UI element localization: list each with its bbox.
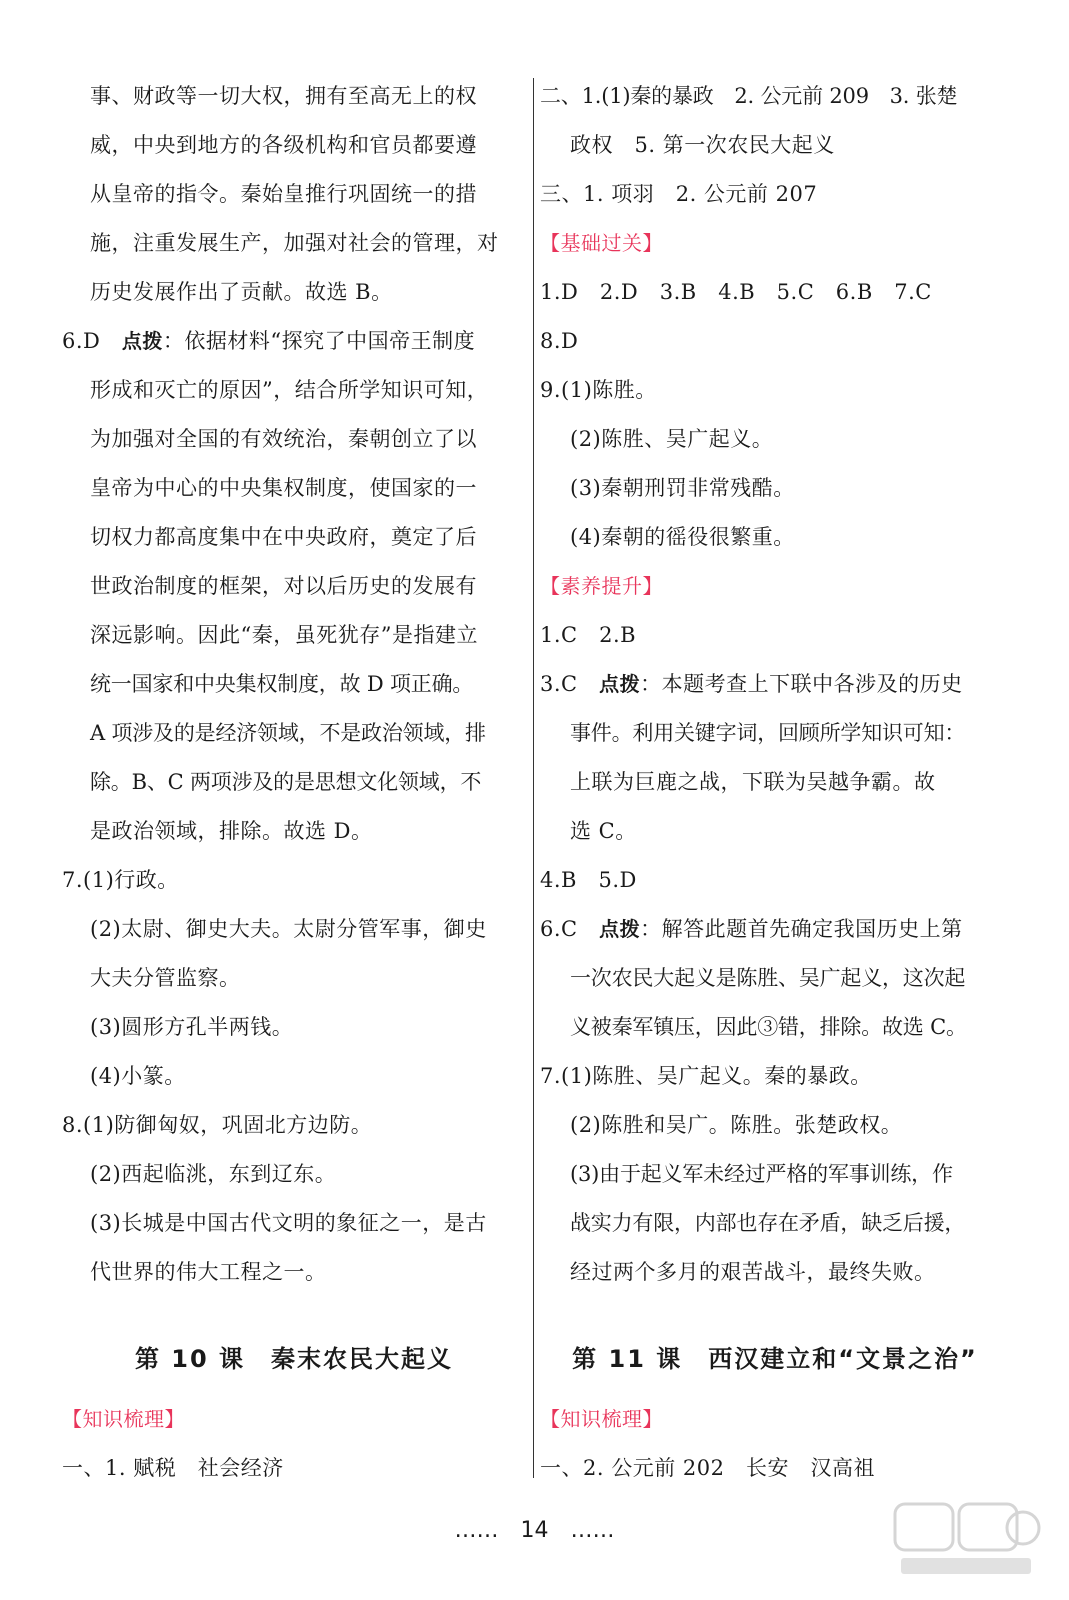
text-line: 事、财政等一切大权，拥有至高无上的权 <box>90 84 477 108</box>
text-line: (3)由于起义军未经过严格的军事训练，作 <box>570 1162 953 1186</box>
hint-text: ：解答此题首先确定我国历史上第 <box>640 917 963 941</box>
text-line: A 项涉及的是经济领域，不是政治领域，排 <box>90 721 486 745</box>
hint-keyword: 点拨 <box>599 917 641 941</box>
hint-text: ：本题考查上下联中各涉及的历史 <box>640 672 963 696</box>
text-line: 代世界的伟大工程之一。 <box>90 1260 327 1284</box>
text-line: (2)太尉、御史大夫。太尉分管军事，御史 <box>90 917 487 941</box>
text-line: 一、2. 公元前 202 长安 汉高祖 <box>540 1456 875 1480</box>
text-line: 大夫分管监察。 <box>90 966 241 990</box>
hint-text: ：依据材料“探究了中国帝王制度 <box>162 329 476 353</box>
text-line: (2)陈胜和吴广。陈胜。张楚政权。 <box>570 1113 903 1137</box>
section-tag: 【知识梳理】 <box>540 1407 663 1431</box>
lesson-title: 第 11 课 西汉建立和“文景之治” <box>572 1345 978 1373</box>
text-line: 8.D <box>540 329 579 353</box>
answer-7: 7.(1)行政。 <box>62 868 179 892</box>
answer-6 <box>62 317 526 366</box>
text-line: 事件。利用关键字词，回顾所学知识可知： <box>570 721 966 745</box>
text-line: 义被秦军镇压，因此③错，排除。故选 C。 <box>570 1015 967 1039</box>
answer-number: 3.C <box>540 672 578 696</box>
text-line: 经过两个多月的艰苦战斗，最终失败。 <box>570 1260 936 1284</box>
section-tag-improve <box>540 562 1010 611</box>
text-line: 二、1.(1)秦的暴政 2. 公元前 209 3. 张楚 <box>540 84 958 108</box>
text-line: 深远影响。因此“秦，虽死犹存”是指建立 <box>90 623 478 647</box>
text-line: (3)圆形方孔半两钱。 <box>90 1015 294 1039</box>
text-line: 威，中央到地方的各级机构和官员都要遵 <box>90 133 477 157</box>
answer-8: 8.(1)防御匈奴，巩固北方边防。 <box>62 1113 373 1137</box>
page-number: …… 14 …… <box>454 1518 615 1543</box>
hint-keyword: 点拨 <box>599 672 641 696</box>
left-column <box>62 72 526 1493</box>
text-line: (2)陈胜、吴广起义。 <box>570 427 774 451</box>
text-line: 历史发展作出了贡献。故选 B。 <box>90 280 393 304</box>
text-line: 三、1. 项羽 2. 公元前 207 <box>540 182 818 206</box>
text-line: 4.B 5.D <box>540 868 637 892</box>
section-tag: 【基础过关】 <box>540 231 663 255</box>
text-line: 选 C。 <box>570 819 637 843</box>
text-line: 政权 5. 第一次农民大起义 <box>570 133 835 157</box>
text-line: 切权力都高度集中在中央政府，奠定了后 <box>90 525 477 549</box>
answer-6 <box>540 905 1010 954</box>
text-line: 一次农民大起义是陈胜、吴广起义，这次起 <box>570 966 966 990</box>
hint-keyword: 点拨 <box>121 329 163 353</box>
section-tag-knowledge <box>62 1395 526 1444</box>
text-line: 战实力有限，内部也存在矛盾，缺乏后援， <box>570 1211 966 1235</box>
text-line: 9.(1)陈胜。 <box>540 378 657 402</box>
text-line: 皇帝为中心的中央集权制度，使国家的一 <box>90 476 477 500</box>
answer-number: 6.D <box>62 329 101 353</box>
answer-3 <box>540 660 1010 709</box>
text-line: 上联为巨鹿之战，下联为吴越争霸。故 <box>570 770 936 794</box>
text-line: 形成和灭亡的原因”，结合所学知识可知， <box>90 378 489 402</box>
right-column <box>540 72 1010 1493</box>
text-line: 除。B、C 两项涉及的是思想文化领域，不 <box>90 770 482 794</box>
column-divider <box>533 78 534 1478</box>
section-tag: 【素养提升】 <box>540 574 663 598</box>
section-tag-basic <box>540 219 1010 268</box>
section-tag: 【知识梳理】 <box>62 1407 185 1431</box>
watermark-logo-icon <box>891 1498 1041 1580</box>
text-line: 统一国家和中央集权制度，故 D 项正确。 <box>90 672 474 696</box>
section-tag-knowledge <box>540 1395 1010 1444</box>
text-line: (4)小篆。 <box>90 1064 186 1088</box>
text-line: 为加强对全国的有效统治，秦朝创立了以 <box>90 427 477 451</box>
text-line: (3)秦朝刑罚非常残酷。 <box>570 476 795 500</box>
answer-7: 7.(1)陈胜、吴广起义。秦的暴政。 <box>540 1064 872 1088</box>
text-line: 是政治领域，排除。故选 D。 <box>90 819 373 843</box>
text-line: 一、1. 赋税 社会经济 <box>62 1456 284 1480</box>
text-line: 1.C 2.B <box>540 623 637 647</box>
answer-number: 6.C <box>540 917 578 941</box>
text-line: (2)西起临洮，东到辽东。 <box>90 1162 337 1186</box>
text-line: 从皇帝的指令。秦始皇推行巩固统一的措 <box>90 182 477 206</box>
text-line: 1.D 2.D 3.B 4.B 5.C 6.B 7.C <box>540 280 932 304</box>
text-line: (4)秦朝的徭役很繁重。 <box>570 525 795 549</box>
text-line: 世政治制度的框架，对以后历史的发展有 <box>90 574 477 598</box>
text-line: 施，注重发展生产，加强对社会的管理，对 <box>90 231 499 255</box>
text-line: (3)长城是中国古代文明的象征之一，是古 <box>90 1211 487 1235</box>
lesson-title: 第 10 课 秦末农民大起义 <box>134 1345 454 1373</box>
